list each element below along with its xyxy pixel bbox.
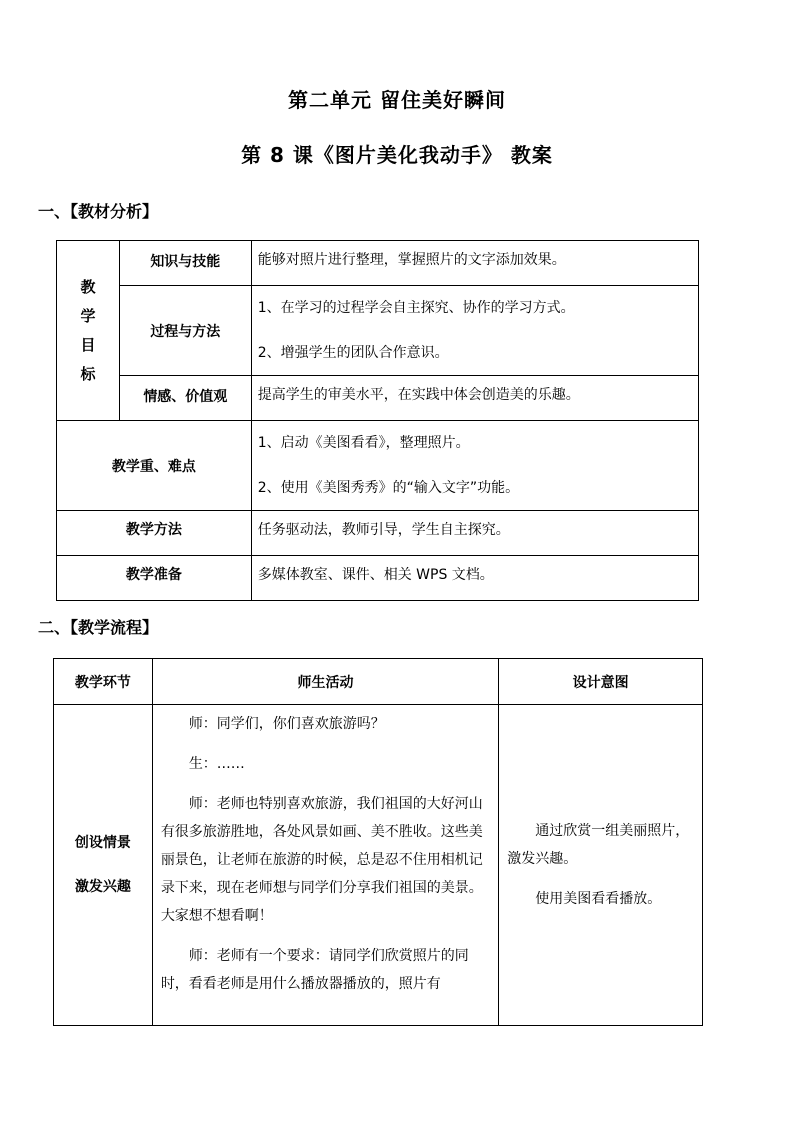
header-stage: 教学环节 — [54, 659, 153, 705]
lesson-title: 第 8 课《图片美化我动手》 教案 — [241, 143, 553, 167]
intent-cell — [499, 705, 703, 1026]
method-label: 教学方法 — [57, 511, 252, 556]
teaching-goal-label: 教 学 目 标 — [57, 241, 120, 421]
section-heading-flow: 二、【教学流程】 — [38, 618, 159, 637]
emotion-label: 情感、价值观 — [119, 376, 251, 421]
flow-table — [53, 658, 703, 1026]
prep-text: 多媒体教室、课件、相关 WPS 文档。 — [251, 556, 698, 601]
header-activity: 师生活动 — [152, 659, 498, 705]
activity-paragraph: 师：老师有一个要求：请同学们欣赏照片的同时，看看老师是用什么播放器播放的，照片有 — [160, 948, 469, 992]
activity-paragraph: 师：同学们，你们喜欢旅游吗？ — [188, 716, 385, 732]
method-text: 任务驱动法，教师引导，学生自主探究。 — [251, 511, 698, 556]
header-intent: 设计意图 — [499, 659, 703, 705]
section-heading-analysis: 一、【教材分析】 — [38, 202, 159, 221]
key-difficult-text: 1、启动《美图看看》，整理照片。 2、使用《美图秀秀》的“输入文字”功能。 — [251, 421, 698, 511]
emotion-text: 提高学生的审美水平，在实践中体会创造美的乐趣。 — [251, 376, 698, 421]
key-difficult-label: 教学重、难点 — [57, 421, 252, 511]
unit-title: 第二单元 留住美好瞬间 — [288, 88, 506, 112]
analysis-table — [56, 240, 699, 601]
process-text: 1、在学习的过程学会自主探究、协作的学习方式。 2、增强学生的团队合作意识。 — [251, 286, 698, 376]
activity-paragraph: 生：…… — [188, 756, 245, 772]
intent-paragraph: 使用美图看看播放。 — [535, 891, 662, 907]
activity-cell — [152, 705, 498, 1026]
knowledge-label: 知识与技能 — [119, 241, 251, 286]
process-label: 过程与方法 — [119, 286, 251, 376]
intent-paragraph: 通过欣赏一组美丽照片，激发兴趣。 — [507, 823, 690, 867]
knowledge-text: 能够对照片进行整理，掌握照片的文字添加效果。 — [251, 241, 698, 286]
activity-paragraph: 师：老师也特别喜欢旅游，我们祖国的大好河山有很多旅游胜地，各处风景如画、美不胜收。这些美丽景色，让老师在旅游的时候，总是忍不住用相机记录下来，现在老师想与同学们分享我们祖国的美景。大家想不想看啊！ — [160, 796, 483, 924]
prep-label: 教学准备 — [57, 556, 252, 601]
stage-cell: 创设情景 激发兴趣 — [54, 705, 153, 1026]
